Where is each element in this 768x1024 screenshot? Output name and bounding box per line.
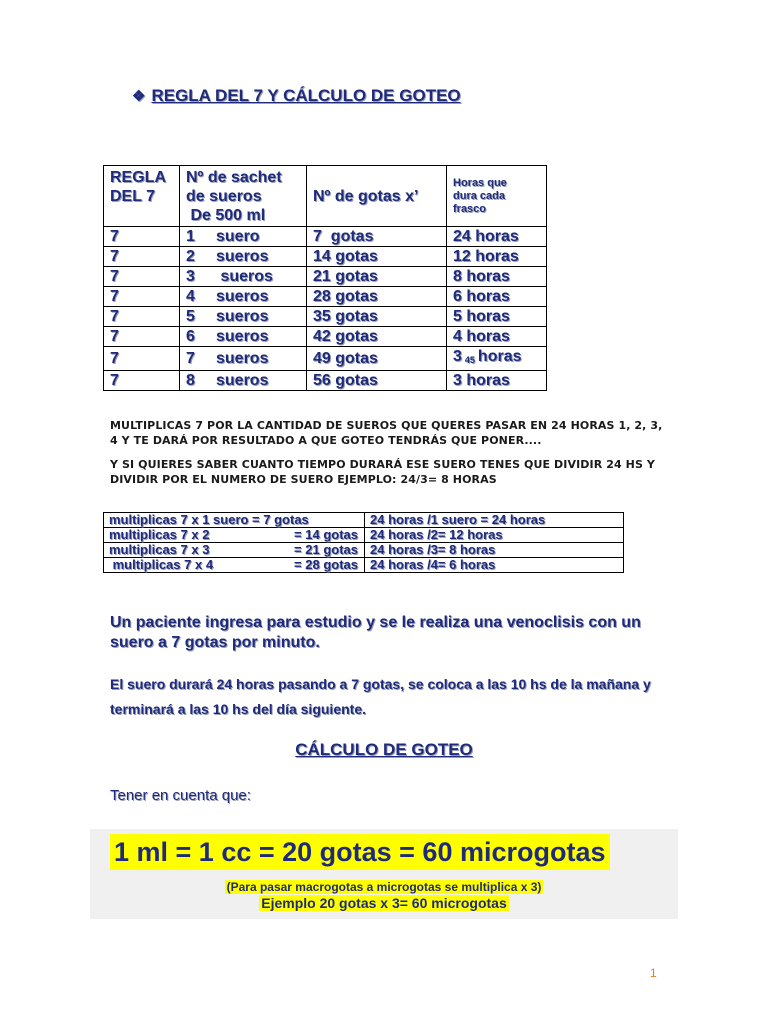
cell-sachet (180, 327, 307, 347)
header-sachet (180, 166, 307, 227)
cell-gotas: 21 gotas (307, 267, 447, 287)
mult-result-text: = 21 gotas (294, 542, 358, 557)
mult-left-text: multiplicas 7 x 1 suero = 7 gotas (109, 512, 309, 527)
cell-regla: 7 (104, 327, 180, 347)
cell-horas-pre: 3 (453, 348, 462, 365)
mult-left-cell (104, 558, 365, 573)
regla-del-7-table (103, 165, 547, 391)
cell-sachet-num: 1 (186, 228, 195, 245)
page-title-text: REGLA DEL 7 Y CÁLCULO DE GOTEO (151, 86, 461, 105)
cell-sachet (180, 267, 307, 287)
mult-left-text: multiplicas 7 x 4 (109, 557, 214, 572)
header-regla-line: REGLA (110, 168, 166, 186)
header-sachet-line: De 500 ml (186, 206, 266, 224)
equivalence-line: 1 ml = 1 cc = 20 gotas = 60 microgotas (110, 834, 610, 870)
cell-horas: 4 horas (447, 327, 547, 347)
cell-sachet-unit: sueros (216, 248, 269, 265)
cell-regla: 7 (104, 267, 180, 287)
table-row (104, 371, 547, 391)
cell-sachet-num: 7 (186, 350, 195, 367)
mult-result-text: = 28 gotas (294, 557, 358, 572)
cell-sachet-num: 5 (186, 308, 195, 325)
mult-left-text: multiplicas 7 x 2 (109, 527, 210, 542)
mult-left-cell (104, 543, 365, 558)
mult-right-cell: 24 horas /1 suero = 24 horas (365, 513, 624, 528)
note-multiplicas: MULTIPLICAS 7 POR LA CANTIDAD DE SUEROS QUE QUERES PASAR EN 24 HORAS 1, 2, 3, 4 Y TE DARÁ POR RESULTADO A QUE GOTEO TENDRÁS QUE PONER.... (110, 419, 663, 447)
cell-horas-post: horas (477, 348, 522, 365)
equivalence-note-text: (Para pasar macrogotas a microgotas se multiplica x 3) (226, 880, 542, 894)
cell-horas: 8 horas (447, 267, 547, 287)
cell-sachet (180, 371, 307, 391)
table-row (104, 528, 624, 543)
table-row (104, 287, 547, 307)
header-regla-line: DEL 7 (110, 187, 156, 205)
page-title (132, 86, 461, 106)
mult-left-cell (104, 528, 365, 543)
multiplication-table (103, 512, 624, 573)
patient-paragraph: Un paciente ingresa para estudio y se le realiza una venoclisis con un suero a 7 gotas por minuto. (110, 614, 641, 651)
cell-sachet-unit: sueros (216, 328, 269, 345)
header-horas-line: frasco (453, 202, 487, 215)
header-horas-line: dura cada (453, 189, 505, 202)
mult-result-text: = 14 gotas (294, 527, 358, 542)
example-text: Ejemplo 20 gotas x 3= 60 microgotas (261, 895, 507, 911)
duration-paragraph: El suero durará 24 horas pasando a 7 gotas, se coloca a las 10 hs de la mañana y terminará a las 10 hs del día siguiente. (110, 676, 651, 717)
cell-regla: 7 (104, 287, 180, 307)
cell-horas (447, 347, 547, 371)
cell-sachet-unit: suero (216, 228, 260, 245)
cell-sachet (180, 287, 307, 307)
table-row (104, 558, 624, 573)
header-sachet-line: Nº de sachet (186, 168, 282, 186)
mult-left-text: multiplicas 7 x 3 (109, 542, 210, 557)
cell-gotas: 56 gotas (307, 371, 447, 391)
mult-right-cell: 24 horas /4= 6 horas (365, 558, 624, 573)
equivalence-note (0, 878, 768, 896)
cell-horas: 12 horas (447, 247, 547, 267)
cell-horas: 24 horas (447, 227, 547, 247)
cell-sachet (180, 227, 307, 247)
cell-horas: 3 horas (447, 371, 547, 391)
header-gotas: Nº de gotas x’ (307, 166, 447, 227)
table-row (104, 307, 547, 327)
cell-gotas: 49 gotas (307, 347, 447, 371)
cell-gotas: 35 gotas (307, 307, 447, 327)
cell-gotas: 7 gotas (307, 227, 447, 247)
tener-label: Tener en cuenta que: (110, 787, 251, 804)
cell-horas: 5 horas (447, 307, 547, 327)
example-line (0, 895, 768, 913)
cell-horas-sub: 45 (464, 355, 475, 365)
cell-sachet-num: 4 (186, 288, 195, 305)
cell-regla: 7 (104, 371, 180, 391)
cell-regla: 7 (104, 247, 180, 267)
page-number: 1 (650, 966, 657, 980)
cell-sachet-unit: sueros (216, 308, 269, 325)
note-dividir: Y SI QUIERES SABER CUANTO TIEMPO DURARÁ ESE SUERO TENES QUE DIVIDIR 24 HS Y DIVIDIR POR EL NUMERO DE SUERO EJEMPLO: 24/3= 8 HORAS (110, 458, 655, 486)
table-row (104, 327, 547, 347)
cell-sachet-num: 3 (186, 268, 195, 285)
cell-regla: 7 (104, 347, 180, 371)
table-row (104, 267, 547, 287)
cell-sachet-num: 8 (186, 372, 195, 389)
cell-sachet-unit: sueros (216, 268, 273, 285)
cell-horas: 6 horas (447, 287, 547, 307)
table-row (104, 227, 547, 247)
cell-gotas: 42 gotas (307, 327, 447, 347)
cell-sachet (180, 307, 307, 327)
cell-sachet-unit: sueros (216, 288, 269, 305)
table-row (104, 247, 547, 267)
cell-sachet-unit: sueros (216, 372, 269, 389)
cell-regla: 7 (104, 227, 180, 247)
cell-regla: 7 (104, 307, 180, 327)
table-row (104, 347, 547, 371)
cell-sachet-unit: sueros (216, 350, 269, 367)
header-sachet-line: de sueros (186, 187, 262, 205)
section-title: CÁLCULO DE GOTEO (295, 740, 473, 759)
header-horas (447, 166, 547, 227)
cell-sachet (180, 247, 307, 267)
cell-sachet-num: 2 (186, 248, 195, 265)
table-row (104, 513, 624, 528)
table-header-row (104, 166, 547, 227)
cell-gotas: 14 gotas (307, 247, 447, 267)
mult-right-cell: 24 horas /3= 8 horas (365, 543, 624, 558)
diamond-bullet-icon: ❖ (132, 88, 146, 105)
cell-sachet (180, 347, 307, 371)
cell-gotas: 28 gotas (307, 287, 447, 307)
header-regla (104, 166, 180, 227)
cell-sachet-num: 6 (186, 328, 195, 345)
mult-right-cell: 24 horas /2= 12 horas (365, 528, 624, 543)
table-row (104, 543, 624, 558)
mult-left-cell (104, 513, 365, 528)
header-horas-line: Horas que (453, 176, 507, 189)
